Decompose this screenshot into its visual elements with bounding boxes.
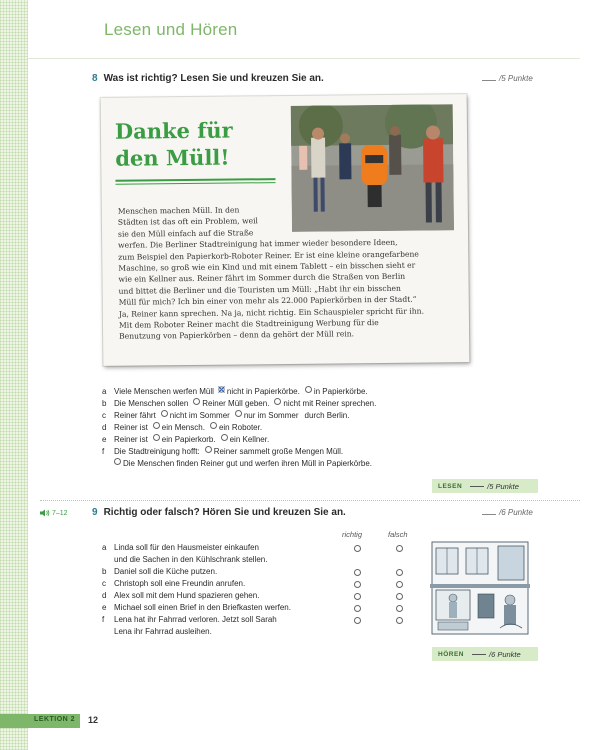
radio-circle[interactable] <box>235 410 242 417</box>
exercise-8-points <box>482 74 533 83</box>
false-checkbox[interactable] <box>396 617 403 624</box>
article-line: und bittet die Berliner und die Touristen um Müll: „Habt ihr ein bisschen <box>118 283 401 296</box>
points-label: /6 Punkte <box>499 508 533 517</box>
page-title: Lesen und Hören <box>104 20 238 39</box>
article-line: Städten ist das oft ein Problem, weil <box>117 216 259 228</box>
statement-text: Alex soll mit dem Hund spazieren gehen. <box>114 591 260 600</box>
radio-circle[interactable] <box>153 434 160 441</box>
statement-text: Michael soll einen Brief in den Briefkasten werfen. <box>114 603 291 612</box>
headline-rule-thin <box>116 182 276 185</box>
statement-letter: b <box>102 567 107 576</box>
option-letter: f <box>102 447 105 456</box>
false-checkbox[interactable] <box>396 569 403 576</box>
newspaper-card <box>101 94 470 366</box>
option-stem: Reiner fährt <box>114 411 156 420</box>
radio-circle[interactable] <box>153 422 160 429</box>
option-stem: Reiner ist <box>114 435 148 444</box>
option-choice: ein Papierkorb. <box>161 435 216 444</box>
false-checkbox[interactable] <box>396 593 403 600</box>
radio-circle[interactable] <box>210 422 217 429</box>
statement-letter: f <box>102 615 105 624</box>
radio-circle[interactable] <box>161 410 168 417</box>
statement-letter: a <box>102 543 107 552</box>
score-blank[interactable] <box>470 486 484 487</box>
points-label: /5 Punkte <box>499 74 533 83</box>
option-choice: ein Kellner. <box>229 435 270 444</box>
headline-line-1: Danke für <box>114 117 233 144</box>
points-blank[interactable] <box>482 80 496 81</box>
listening-score-box <box>432 647 538 661</box>
statement-line: Linda soll für den Hausmeister einkaufen <box>114 543 259 552</box>
apartment-building-illustration <box>430 540 530 636</box>
points-blank[interactable] <box>482 514 496 515</box>
checked-cross-icon[interactable] <box>218 386 225 393</box>
option-tail: durch Berlin. <box>304 411 350 420</box>
article-line: Müll für mich? Ich bin einer von mehr als 22.000 Papierkörben in der Stadt.“ <box>118 294 417 307</box>
statement-row <box>102 602 432 614</box>
column-false: falsch <box>388 530 408 539</box>
radio-circle[interactable] <box>193 398 200 405</box>
radio-circle[interactable] <box>274 398 281 405</box>
exercise-9-statements <box>102 542 432 638</box>
headline-line-2: den Müll! <box>115 144 230 171</box>
audio-track[interactable] <box>40 509 68 517</box>
statement-row <box>102 578 432 590</box>
option-stem: Reiner ist <box>114 423 148 432</box>
statement-row <box>102 590 432 602</box>
section-divider <box>40 500 580 501</box>
false-checkbox[interactable] <box>396 545 403 552</box>
option-row <box>102 434 532 446</box>
statement-text: Daniel soll die Küche putzen. <box>114 567 218 576</box>
option-letter: c <box>102 411 106 420</box>
option-choice: Die Menschen finden Reiner gut und werfen ihren Müll in Papierkörbe. <box>123 459 373 468</box>
option-choice: in Papierkörbe. <box>313 387 368 396</box>
reading-score-box <box>432 479 538 493</box>
statement-text <box>114 542 354 566</box>
option-stem: Die Menschen sollen <box>114 399 189 408</box>
statement-letter: e <box>102 603 107 612</box>
article-line: zum Beispiel den Papierkorb-Roboter Reiner. Er ist eine kleine orangefarbene <box>118 249 419 262</box>
statement-letter: d <box>102 591 107 600</box>
option-choice: nicht in Papierkörbe. <box>226 387 300 396</box>
title-divider <box>28 58 580 59</box>
article-line: Benutzung von Papierkörben – denn da gehört der Müll rein. <box>119 329 355 342</box>
article-line: Mit dem Roboter Reiner macht die Stadtreinigung Werbung für die <box>118 318 379 330</box>
exercise-9-heading <box>92 507 346 518</box>
article-line: Maschine, so groß wie ein Kind und mit einem Tablett – ein bisschen sieht er <box>118 260 416 273</box>
score-blank[interactable] <box>472 654 486 655</box>
statement-text: Christoph soll eine Freundin anrufen. <box>114 579 246 588</box>
option-row <box>102 458 532 470</box>
option-choice: nicht mit Reiner sprechen. <box>283 399 377 408</box>
exercise-8-number: 8 <box>92 73 98 84</box>
true-checkbox[interactable] <box>354 593 361 600</box>
score-label: HÖREN <box>438 650 464 658</box>
option-row <box>102 386 532 398</box>
true-checkbox[interactable] <box>354 569 361 576</box>
option-choice: ein Roboter. <box>218 423 263 432</box>
option-choice: Reiner sammelt große Mengen Müll. <box>213 447 344 456</box>
statement-line: Lena ihr Fahrrad ausleihen. <box>114 627 212 636</box>
radio-circle[interactable] <box>305 386 312 393</box>
true-checkbox[interactable] <box>354 617 361 624</box>
article-line: Ja, Reiner kann sprechen. Na ja, nicht richtig. Ein Schauspieler spricht für ihn. <box>118 306 425 319</box>
lesson-label: LEKTION 2 <box>34 716 76 723</box>
option-stem: Viele Menschen werfen Müll <box>114 387 214 396</box>
statement-line: Lena hat ihr Fahrrad verloren. Jetzt soll Sarah <box>114 615 277 624</box>
speaker-icon <box>40 509 50 517</box>
option-letter: b <box>102 399 107 408</box>
true-checkbox[interactable] <box>354 605 361 612</box>
option-choice: Reiner Müll geben. <box>202 399 270 408</box>
article-headline <box>115 117 233 172</box>
radio-circle[interactable] <box>114 458 121 465</box>
statement-row <box>102 614 432 638</box>
statement-letter: c <box>102 579 106 588</box>
article-line: werfen. Die Berliner Stadtreinigung hat immer wieder besondere Ideen, <box>118 238 398 250</box>
article-text <box>118 202 457 342</box>
article-line: Menschen machen Müll. In den <box>117 205 240 216</box>
true-checkbox[interactable] <box>354 581 361 588</box>
exercise-8-heading <box>92 73 324 84</box>
option-row <box>102 410 532 422</box>
radio-circle[interactable] <box>221 434 228 441</box>
false-checkbox[interactable] <box>396 581 403 588</box>
audio-track-number: 7–12 <box>52 509 68 517</box>
score-points: /5 Punkte <box>487 481 519 491</box>
option-letter: d <box>102 423 107 432</box>
margin-stripe <box>0 0 28 750</box>
option-choice: nicht im Sommer <box>169 411 230 420</box>
option-row <box>102 398 532 410</box>
statement-text <box>114 614 354 638</box>
option-choice: ein Mensch. <box>161 423 205 432</box>
option-letter: a <box>102 387 107 396</box>
statement-row <box>102 542 432 566</box>
exercise-9-instruction: Richtig oder falsch? Hören Sie und kreuzen Sie an. <box>103 507 346 518</box>
statement-line: und die Sachen in den Kühlschrank stellen. <box>114 555 268 564</box>
page-number: 12 <box>88 715 99 725</box>
option-choice: nur im Sommer <box>243 411 299 420</box>
radio-circle[interactable] <box>205 446 212 453</box>
score-points: /6 Punkte <box>488 649 521 659</box>
headline-rule <box>115 178 275 182</box>
score-label: LESEN <box>438 482 463 490</box>
option-stem: Die Stadtreinigung hofft: <box>114 447 200 456</box>
column-true: richtig <box>342 530 363 539</box>
exercise-8-instruction: Was ist richtig? Lesen Sie und kreuzen Sie an. <box>103 73 324 84</box>
false-checkbox[interactable] <box>396 605 403 612</box>
true-checkbox[interactable] <box>354 545 361 552</box>
option-row <box>102 422 532 434</box>
statement-row <box>102 566 432 578</box>
option-letter: e <box>102 435 107 444</box>
option-row <box>102 446 532 458</box>
exercise-9-points <box>482 508 533 517</box>
exercise-8-options <box>102 386 532 470</box>
article-line: wie ein Kellner aus. Reiner fährt im Sommer durch die Straßen von Berlin <box>118 272 406 285</box>
exercise-9-number: 9 <box>92 507 98 518</box>
article-line: sie den Müll einfach auf die Straße <box>117 228 254 239</box>
